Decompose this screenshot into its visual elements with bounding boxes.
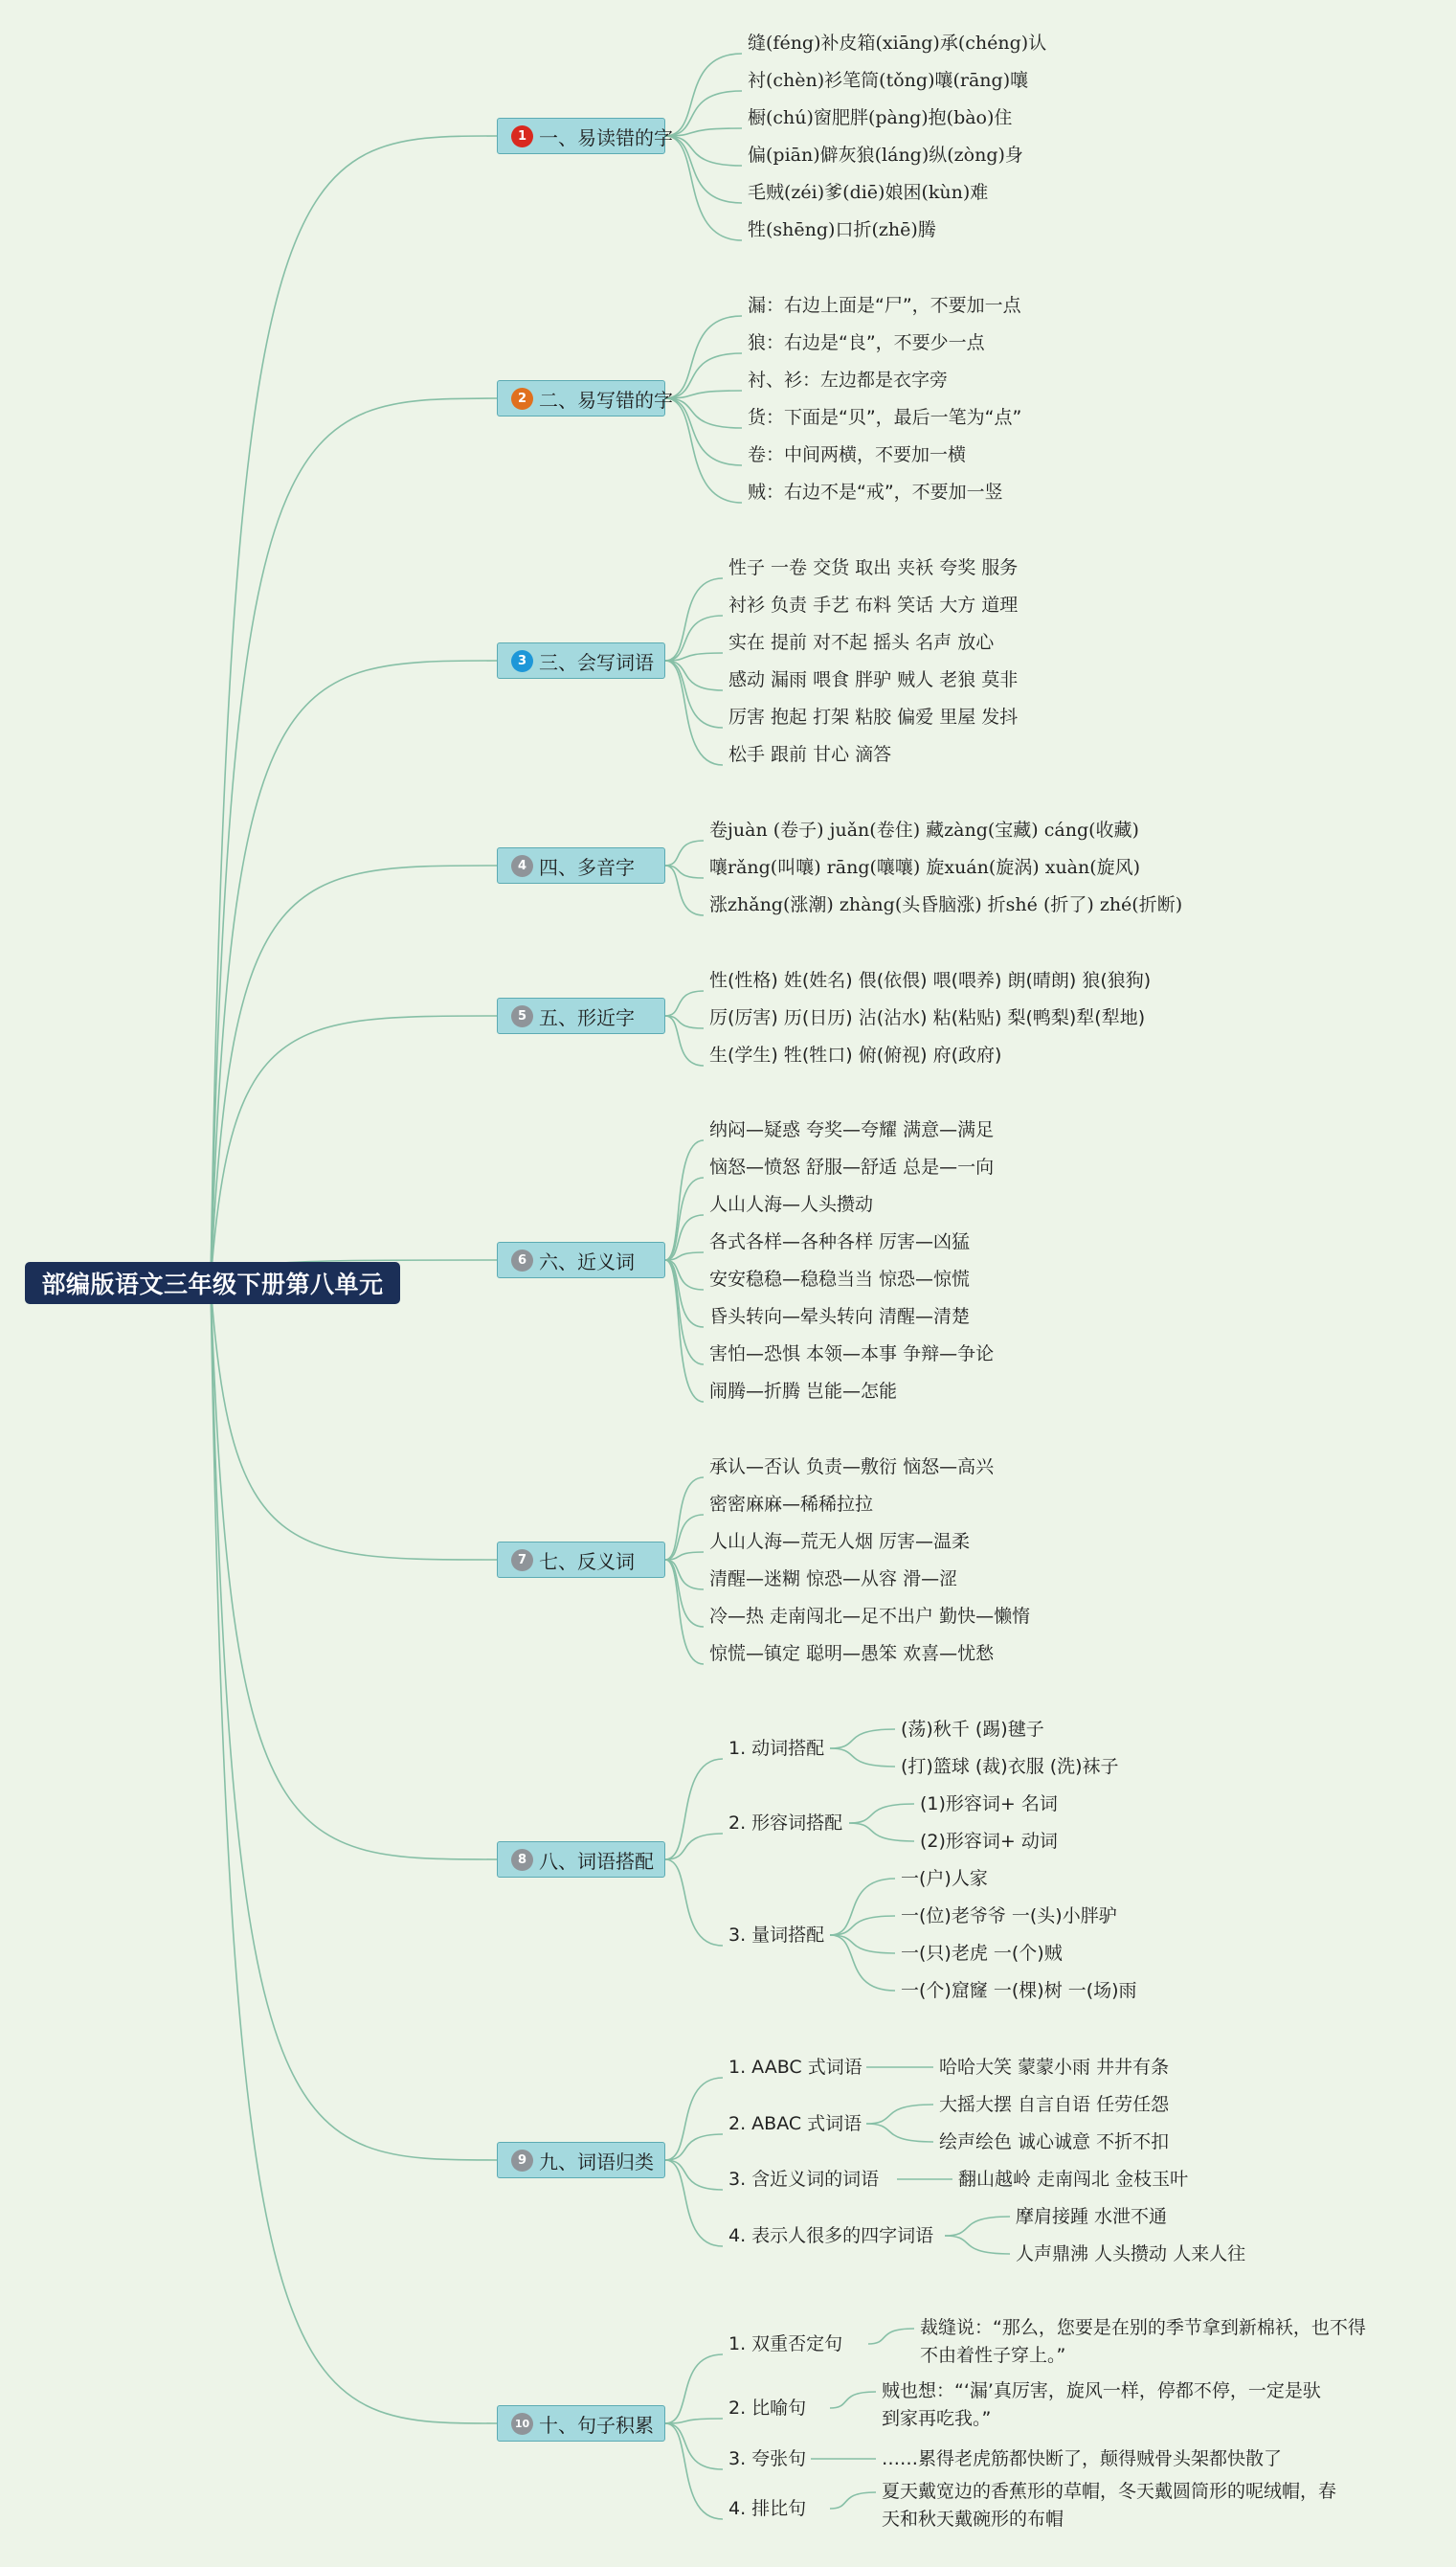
connector	[665, 1759, 723, 1859]
leaf-sentence	[882, 2478, 1336, 2533]
leaf-item: 昏头转向—晕头转向 清醒—清楚	[709, 1306, 971, 1327]
branch-8[interactable]	[497, 1841, 665, 1878]
connector	[665, 1260, 704, 1327]
connector	[665, 661, 723, 728]
leaf-item: 货：下面是“贝”，最后一笔为“点”	[748, 407, 1022, 428]
leaf-item: 各式各样—各种各样 厉害—凶猛	[709, 1231, 971, 1252]
leaf-item: 一(个)窟窿 一(棵)树 一(场)雨	[901, 1980, 1137, 2001]
connector	[945, 2217, 1010, 2236]
sub-topic[interactable]: 2. 比喻句	[728, 2398, 807, 2419]
leaf-item: 绘声绘色 诚心诚意 不折不扣	[939, 2131, 1170, 2152]
branch-label: 八、词语搭配	[539, 1849, 654, 1873]
leaf-item: 性(性格) 姓(姓名) 偎(依偎) 喂(喂养) 朗(晴朗) 狼(狼狗)	[709, 970, 1152, 991]
leaf-item: 人山人海—人头攒动	[709, 1194, 874, 1215]
connector	[665, 991, 704, 1016]
leaf-item: 漏：右边上面是“尸”，不要加一点	[748, 295, 1021, 316]
connector	[665, 1859, 723, 1946]
branch-7[interactable]	[497, 1542, 665, 1578]
sub-topic[interactable]: 2. ABAC 式词语	[728, 2113, 862, 2134]
connector	[849, 1804, 914, 1823]
connector	[665, 1178, 704, 1260]
leaf-sentence	[882, 2377, 1321, 2433]
leaf-item: 缝(féng)补皮箱(xiāng)承(chéng)认	[748, 33, 1047, 54]
sentence-line: 到家再吃我。”	[882, 2408, 992, 2429]
leaf-item: 涨zhǎng(涨潮) zhàng(头昏脑涨) 折shé (折了) zhé(折断)	[709, 894, 1183, 915]
leaf-item: 实在 提前 对不起 摇头 名声 放心	[728, 632, 995, 653]
connector	[665, 2354, 723, 2423]
connector	[211, 1283, 497, 2423]
connector	[211, 136, 497, 1283]
connector	[849, 1823, 914, 1841]
sub-topic[interactable]: 3. 量词搭配	[728, 1925, 825, 1946]
leaf-sentence	[920, 2314, 1366, 2370]
connector	[665, 316, 742, 398]
branch-label: 九、词语归类	[539, 2150, 654, 2173]
leaf-item: 松手 跟前 甘心 滴答	[728, 744, 892, 765]
leaf-item: 密密麻麻—稀稀拉拉	[709, 1494, 874, 1515]
connector	[665, 841, 704, 866]
connector	[665, 91, 742, 136]
connector	[830, 1729, 895, 1748]
branch-9[interactable]	[497, 2142, 665, 2178]
leaf-item: 感动 漏雨 喂食 胖驴 贼人 老狼 莫非	[728, 669, 1019, 690]
leaf-item: 狼：右边是“良”，不要少一点	[748, 332, 985, 353]
branch-10[interactable]	[497, 2405, 665, 2442]
leaf-item: 偏(piān)僻灰狼(láng)纵(zòng)身	[748, 145, 1023, 166]
sub-topic[interactable]: 1. 动词搭配	[728, 1738, 825, 1759]
connector	[665, 1016, 704, 1066]
branch-label: 一、易读错的字	[539, 125, 673, 149]
leaf-item: 衬(chèn)衫笔筒(tǒng)嚷(rāng)嚷	[748, 70, 1029, 91]
leaf-item: 卷：中间两横，不要加一横	[748, 444, 967, 465]
number-badge: 7	[511, 1549, 533, 1571]
branch-3[interactable]	[497, 642, 665, 679]
sub-topic[interactable]: 2. 形容词搭配	[728, 1813, 843, 1834]
leaf-item: 惊慌—镇定 聪明—愚笨 欢喜—忧愁	[709, 1643, 995, 1664]
sub-topic[interactable]: 1. 双重否定句	[728, 2333, 843, 2354]
number-badge: 5	[511, 1005, 533, 1027]
leaf-item: (1)形容词+ 名词	[920, 1793, 1058, 1814]
connector	[830, 1879, 895, 1935]
connector	[665, 866, 704, 915]
leaf-item: 贼：右边不是“戒”，不要加一竖	[748, 482, 1003, 503]
connector	[665, 578, 723, 661]
branch-4[interactable]	[497, 847, 665, 884]
sub-topic[interactable]: 4. 排比句	[728, 2498, 807, 2519]
leaf-item: 卷juàn (卷子) juǎn(卷住) 藏zàng(宝藏) cáng(收藏)	[709, 820, 1139, 841]
sentence-line: 天和秋天戴碗形的布帽	[882, 2509, 1064, 2530]
connector	[665, 1140, 704, 1260]
leaf-item: 嚷rǎng(叫嚷) rāng(嚷嚷) 旋xuán(旋涡) xuàn(旋风)	[709, 857, 1141, 878]
number-badge: 4	[511, 855, 533, 877]
sentence-line: 不由着性子穿上。”	[920, 2345, 1066, 2366]
connector	[665, 353, 742, 398]
leaf-item: 摩肩接踵 水泄不通	[1016, 2206, 1168, 2227]
leaf-item: 害怕—恐惧 本领—本事 争辩—争论	[709, 1343, 995, 1364]
number-badge: 2	[511, 388, 533, 410]
connector	[665, 136, 742, 203]
sub-topic[interactable]: 1. AABC 式词语	[728, 2057, 862, 2078]
leaf-item: 一(只)老虎 一(个)贼	[901, 1943, 1063, 1964]
connector	[830, 1935, 895, 1991]
leaf-item: ……累得老虎筋都快断了，颠得贼骨头架都快散了	[882, 2448, 1283, 2469]
leaf-item: 安安稳稳—稳稳当当 惊恐—惊慌	[709, 1269, 971, 1290]
leaf-item: 衬、衫：左边都是衣字旁	[748, 370, 949, 391]
leaf-item: 衬衫 负责 手艺 布料 笑话 大方 道理	[728, 595, 1019, 616]
leaf-item: (荡)秋千 (踢)毽子	[901, 1719, 1044, 1740]
sentence-line: 贼也想：“‘漏’真厉害，旋风一样，停都不停，一定是驮	[882, 2380, 1321, 2401]
connector	[830, 1748, 895, 1767]
leaf-item: 清醒—迷糊 惊恐—从容 滑—涩	[709, 1568, 958, 1589]
connector	[211, 1283, 497, 1560]
number-badge: 8	[511, 1849, 533, 1871]
leaf-item: 承认—否认 负责—敷衍 恼怒—高兴	[709, 1456, 995, 1477]
leaf-item: 一(户)人家	[901, 1868, 988, 1889]
connector	[866, 2124, 933, 2142]
leaf-item: 性子 一卷 交货 取出 夹袄 夸奖 服务	[728, 557, 1019, 578]
leaf-item: 纳闷—疑惑 夸奖—夸耀 满意—满足	[709, 1119, 995, 1140]
leaf-item: 厉害 抱起 打架 粘胶 偏爱 里屋 发抖	[728, 707, 1019, 728]
connector	[665, 1560, 704, 1627]
leaf-item: 大摇大摆 自言自语 任劳任怨	[939, 2094, 1170, 2115]
connector	[665, 2423, 723, 2469]
branch-6[interactable]	[497, 1242, 665, 1278]
sentence-line: 夏天戴宽边的香蕉形的草帽，冬天戴圆筒形的呢绒帽，春	[882, 2481, 1337, 2502]
leaf-item: 恼怒—愤怒 舒服—舒适 总是—一向	[709, 1157, 995, 1178]
connector	[866, 2105, 933, 2124]
connector	[665, 398, 742, 465]
leaf-item: (打)篮球 (裁)衣服 (洗)袜子	[901, 1756, 1119, 1777]
branch-label: 十、句子积累	[539, 2413, 654, 2437]
branch-label: 五、形近字	[539, 1005, 635, 1029]
connector	[665, 2160, 723, 2246]
connector	[665, 616, 723, 661]
leaf-item: 橱(chú)窗肥胖(pàng)抱(bào)住	[748, 107, 1013, 128]
leaf-item: 一(位)老爷爷 一(头)小胖驴	[901, 1905, 1117, 1926]
connector	[830, 2392, 876, 2408]
leaf-item: 冷—热 走南闯北—足不出户 勤快—懒惰	[709, 1606, 1031, 1627]
number-badge: 9	[511, 2150, 533, 2172]
branch-label: 二、易写错的字	[539, 388, 673, 412]
leaf-item: 生(学生) 牲(牲口) 俯(俯视) 府(政府)	[709, 1045, 1002, 1066]
branch-1[interactable]	[497, 118, 673, 154]
branch-label: 六、近义词	[539, 1250, 635, 1273]
number-badge: 10	[511, 2413, 533, 2435]
leaf-item: 厉(厉害) 历(日历) 沾(沾水) 粘(粘贴) 梨(鸭梨)犁(犁地)	[709, 1007, 1146, 1028]
sentence-line: 裁缝说：“那么，您要是在别的季节拿到新棉袄，也不得	[920, 2317, 1366, 2338]
leaf-item: 闹腾—折腾 岂能—怎能	[709, 1381, 898, 1402]
branch-label: 七、反义词	[539, 1549, 635, 1573]
sub-topic[interactable]: 3. 含近义词的词语	[728, 2169, 880, 2190]
connector	[665, 1477, 704, 1560]
leaf-item: 毛贼(zéi)爹(diē)娘困(kùn)难	[748, 182, 989, 203]
branch-label: 四、多音字	[539, 855, 635, 879]
number-badge: 1	[511, 125, 533, 147]
branch-label: 三、会写词语	[539, 650, 654, 674]
sub-topic[interactable]: 4. 表示人很多的四字词语	[728, 2225, 934, 2246]
number-badge: 3	[511, 650, 533, 672]
branch-2[interactable]	[497, 380, 673, 417]
leaf-item: 翻山越岭 走南闯北 金枝玉叶	[958, 2169, 1189, 2190]
connector	[665, 54, 742, 136]
branch-5[interactable]	[497, 998, 665, 1034]
number-badge: 6	[511, 1250, 533, 1272]
leaf-item: 人声鼎沸 人头攒动 人来人往	[1016, 2243, 1246, 2264]
sub-topic[interactable]: 3. 夸张句	[728, 2448, 807, 2469]
connector	[830, 2492, 876, 2509]
connector	[665, 2078, 723, 2160]
connector	[945, 2236, 1010, 2254]
connector	[211, 1016, 497, 1283]
leaf-item: 哈哈大笑 蒙蒙小雨 井井有条	[939, 2057, 1170, 2078]
leaf-item: 牲(shēng)口折(zhē)腾	[748, 219, 936, 240]
root-topic[interactable]: 部编版语文三年级下册第八单元	[25, 1262, 400, 1304]
connector	[665, 2423, 723, 2519]
connector	[211, 1283, 497, 1859]
connector	[665, 1260, 704, 1402]
connector	[211, 866, 497, 1283]
connector	[211, 398, 497, 1283]
leaf-item: (2)形容词+ 动词	[920, 1831, 1058, 1852]
connector	[868, 2329, 914, 2344]
leaf-item: 人山人海—荒无人烟 厉害—温柔	[709, 1531, 971, 1552]
connector	[211, 1283, 497, 2160]
